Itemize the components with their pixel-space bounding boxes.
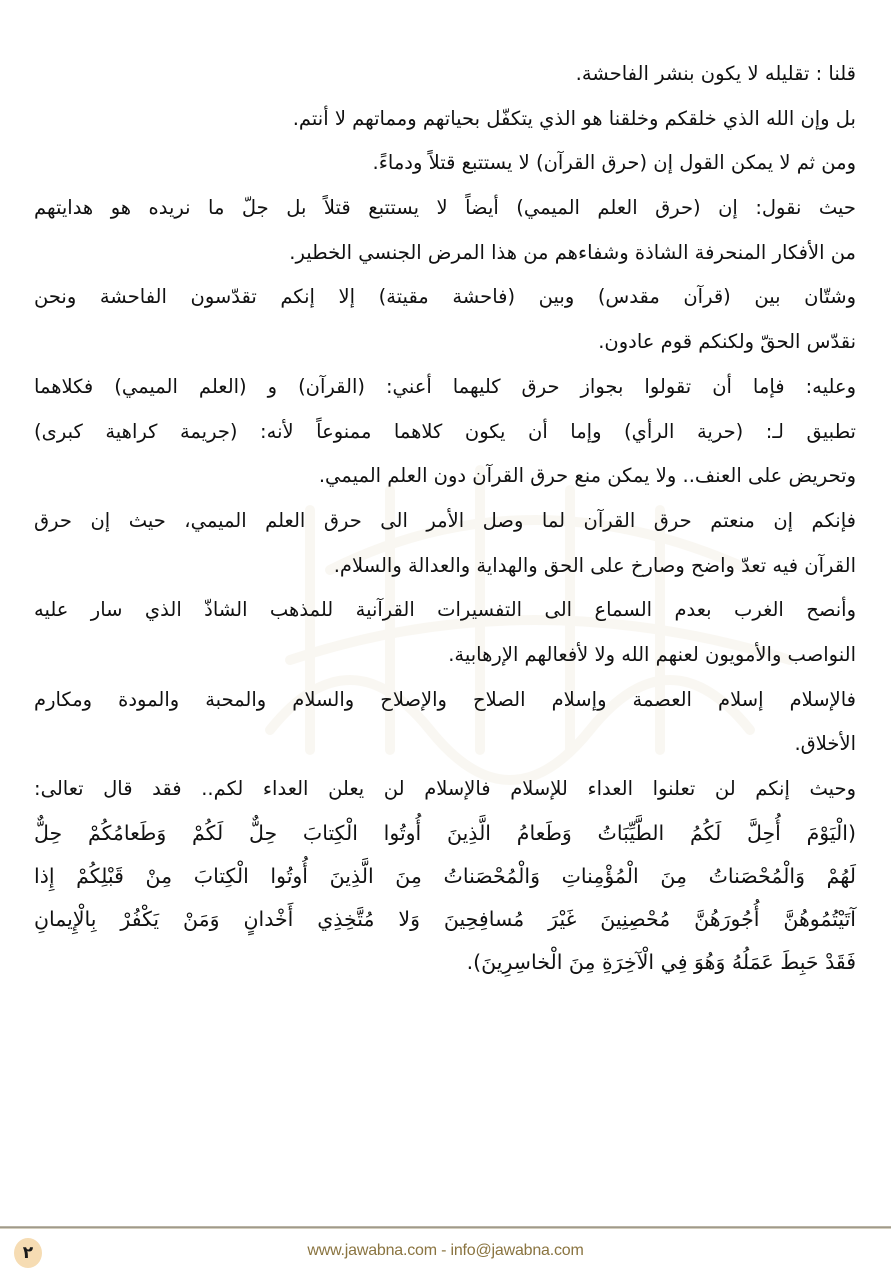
paragraph-line: وتحريض على العنف.. ولا يمكن منع حرق القرآن دون العلم الميمي. <box>318 464 856 488</box>
quran-verse-line: (الْيَوْمَ أُحِلَّ لَكُمُ الطَّيِّبَاتُ وَطَعامُ الَّذِينَ أُوتُوا الْكِتابَ حِلٌّ لَكُمْ وَطَعامُكُمْ حِلٌّ <box>34 820 856 845</box>
paragraph-line: تطبيق لـ: (حرية الرأي) وإما أن يكون كلاهما ممنوعاً لأنه: (جريمة كراهية كبرى) <box>34 419 856 443</box>
paragraph-line: من الأفكار المنحرفة الشاذة وشفاءهم من هذا المرض الجنسي الخطير. <box>289 240 856 264</box>
paragraph-line: فالإسلام إسلام العصمة وإسلام الصلاح والإصلاح والسلام والمحبة والمودة ومكارم <box>34 687 856 711</box>
paragraph-line: حيث نقول: إن (حرق العلم الميمي) أيضاً لا يستتبع قتلاً بل جلّ ما نريده هو هدايتهم <box>34 196 856 220</box>
paragraph-line: وعليه: فإما أن تقولوا بجواز حرق كليهما أعني: (القرآن) و (العلم الميمي) فكلاهما <box>34 374 856 398</box>
footer-contact: www.jawabna.com - info@jawabna.com <box>307 1242 584 1259</box>
paragraph-line: بل وإن الله الذي خلقكم وخلقنا هو الذي يتكفّل بحياتهم ومماتهم لا أنتم. <box>292 106 856 130</box>
paragraph-line: النواصب والأمويون لعنهم الله ولا لأفعالهم الإرهابية. <box>448 642 856 666</box>
paragraph-line: فإنكم إن منعتم حرق القرآن لما وصل الأمر الى حرق العلم الميمي، حيث إن حرق <box>34 508 856 532</box>
paragraph-line: وشتّان بين (قرآن مقدس) وبين (فاحشة مقيتة) إلا إنكم تقدّسون الفاحشة ونحن <box>34 285 856 309</box>
page-number: ٢ <box>22 1243 34 1263</box>
paragraph-line: الأخلاق. <box>794 732 856 756</box>
paragraph-line: قلنا : تقليله لا يكون بنشر الفاحشة. <box>575 62 856 85</box>
document-body <box>34 52 856 984</box>
quran-verse-line: لَهُمْ وَالْمُحْصَناتُ مِنَ الْمُؤْمِناتِ وَالْمُحْصَناتُ مِنَ الَّذِينَ أُوتُوا الْكِتابَ مِنْ قَبْلِكُمْ إِذا <box>34 863 856 888</box>
quran-verse-line: فَقَدْ حَبِطَ عَمَلُهُ وَهُوَ فِي الْآخِرَةِ مِنَ الْخاسِرِينَ). <box>466 949 856 974</box>
paragraph-line: نقدّس الحقّ ولكنكم قوم عادون. <box>598 330 856 354</box>
paragraph-line: ومن ثم لا يمكن القول إن (حرق القرآن) لا يستتبع قتلاً ودماءً. <box>372 151 856 175</box>
paragraph-line: القرآن فيه تعدّ واضح وصارخ على الحق والهداية والعدالة والسلام. <box>333 553 856 577</box>
paragraph-line: وأنصح الغرب بعدم السماع الى التفسيرات القرآنية للمذهب الشاذّ الذي سار عليه <box>34 598 856 622</box>
paragraph-line: وحيث إنكم لن تعلنوا العداء للإسلام فالإسلام لن يعلن العداء لكم.. فقد قال تعالى: <box>34 777 856 800</box>
footer-divider <box>0 1226 891 1229</box>
quran-verse-line: آتَيْتُمُوهُنَّ أُجُورَهُنَّ مُحْصِنِينَ غَيْرَ مُسافِحِينَ وَلا مُتَّخِذِي أَخْدانٍ وَمَنْ يَكْفُرْ بِالْإِيمانِ <box>34 906 856 931</box>
